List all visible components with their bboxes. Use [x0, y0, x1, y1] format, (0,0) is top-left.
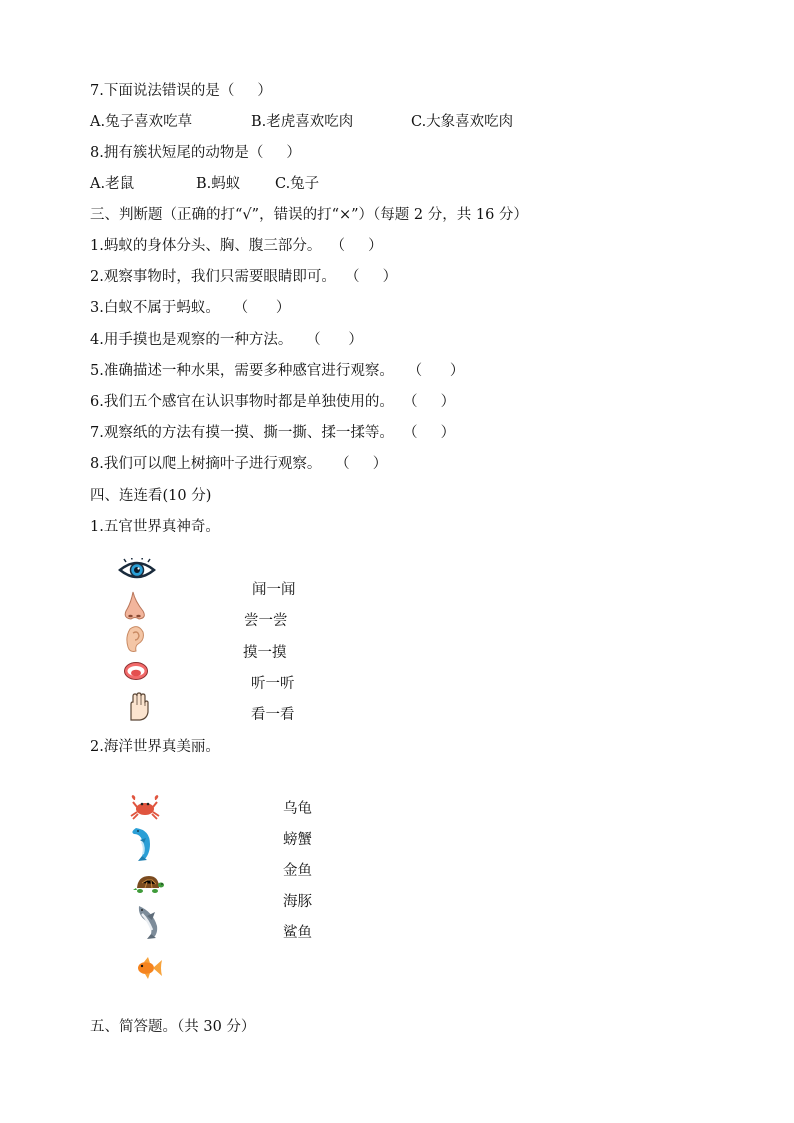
- question-7-option-b: B.老虎喜欢吃肉: [251, 114, 354, 130]
- ocean-label-turtle: 乌龟: [283, 801, 312, 817]
- ocean-label-shark: 鲨鱼: [283, 925, 312, 941]
- section-3-title: 三、判断题（正确的打“√”，错误的打“×”）（每题 2 分，共 16 分）: [90, 207, 528, 223]
- turtle-icon: [132, 873, 164, 895]
- section-5-title: 五、简答题。（共 30 分）: [90, 1019, 256, 1035]
- nose-icon: [121, 591, 149, 621]
- judge-item-5: 5.准确描述一种水果，需要多种感官进行观察。 （ ）: [90, 363, 465, 379]
- ocean-label-crab: 螃蟹: [283, 832, 312, 848]
- matching-part-1-title: 1.五官世界真神奇。: [90, 519, 220, 535]
- question-7-option-c: C.大象喜欢吃肉: [411, 114, 514, 130]
- judge-item-4: 4.用手摸也是观察的一种方法。 （ ）: [90, 332, 363, 348]
- sense-label-see: 看一看: [251, 707, 295, 723]
- question-8-option-a: A.老鼠: [90, 176, 135, 192]
- judge-item-7: 7.观察纸的方法有摸一摸、撕一撕、揉一揉等。 （ ）: [90, 425, 456, 441]
- dolphin-icon: [128, 826, 158, 862]
- question-7-option-a: A.兔子喜欢吃草: [90, 114, 193, 130]
- judge-item-6: 6.我们五个感官在认识事物时都是单独使用的。 （ ）: [90, 394, 456, 410]
- shark-icon: [133, 904, 165, 940]
- eye-icon: [118, 558, 156, 582]
- question-8-option-b: B.蚂蚁: [196, 176, 241, 192]
- sense-label-taste: 尝一尝: [244, 613, 288, 629]
- question-8-stem: 8.拥有簇状短尾的动物是（ ）: [90, 145, 301, 161]
- judge-item-2: 2.观察事物时，我们只需要眼睛即可。 （ ）: [90, 269, 398, 285]
- sense-label-hear: 听一听: [251, 676, 295, 692]
- ocean-label-goldfish: 金鱼: [283, 863, 312, 879]
- question-7-stem: 7.下面说法错误的是（ ）: [90, 83, 272, 99]
- judge-item-3: 3.白蚁不属于蚂蚁。 （ ）: [90, 300, 291, 316]
- mouth-icon: [123, 660, 149, 682]
- sense-label-touch: 摸一摸: [243, 645, 287, 661]
- judge-item-8: 8.我们可以爬上树摘叶子进行观察。 （ ）: [90, 456, 388, 472]
- question-8-option-c: C.兔子: [275, 176, 320, 192]
- judge-item-1: 1.蚂蚁的身体分头、胸、腹三部分。 （ ）: [90, 238, 383, 254]
- matching-part-2-title: 2.海洋世界真美丽。: [90, 739, 220, 755]
- section-4-title: 四、连连看(10 分): [90, 488, 212, 504]
- ocean-label-dolphin: 海豚: [283, 894, 312, 910]
- crab-icon: [128, 794, 162, 820]
- goldfish-icon: [134, 955, 164, 981]
- sense-label-smell: 闻一闻: [252, 582, 296, 598]
- ear-icon: [124, 625, 146, 653]
- hand-icon: [125, 692, 151, 722]
